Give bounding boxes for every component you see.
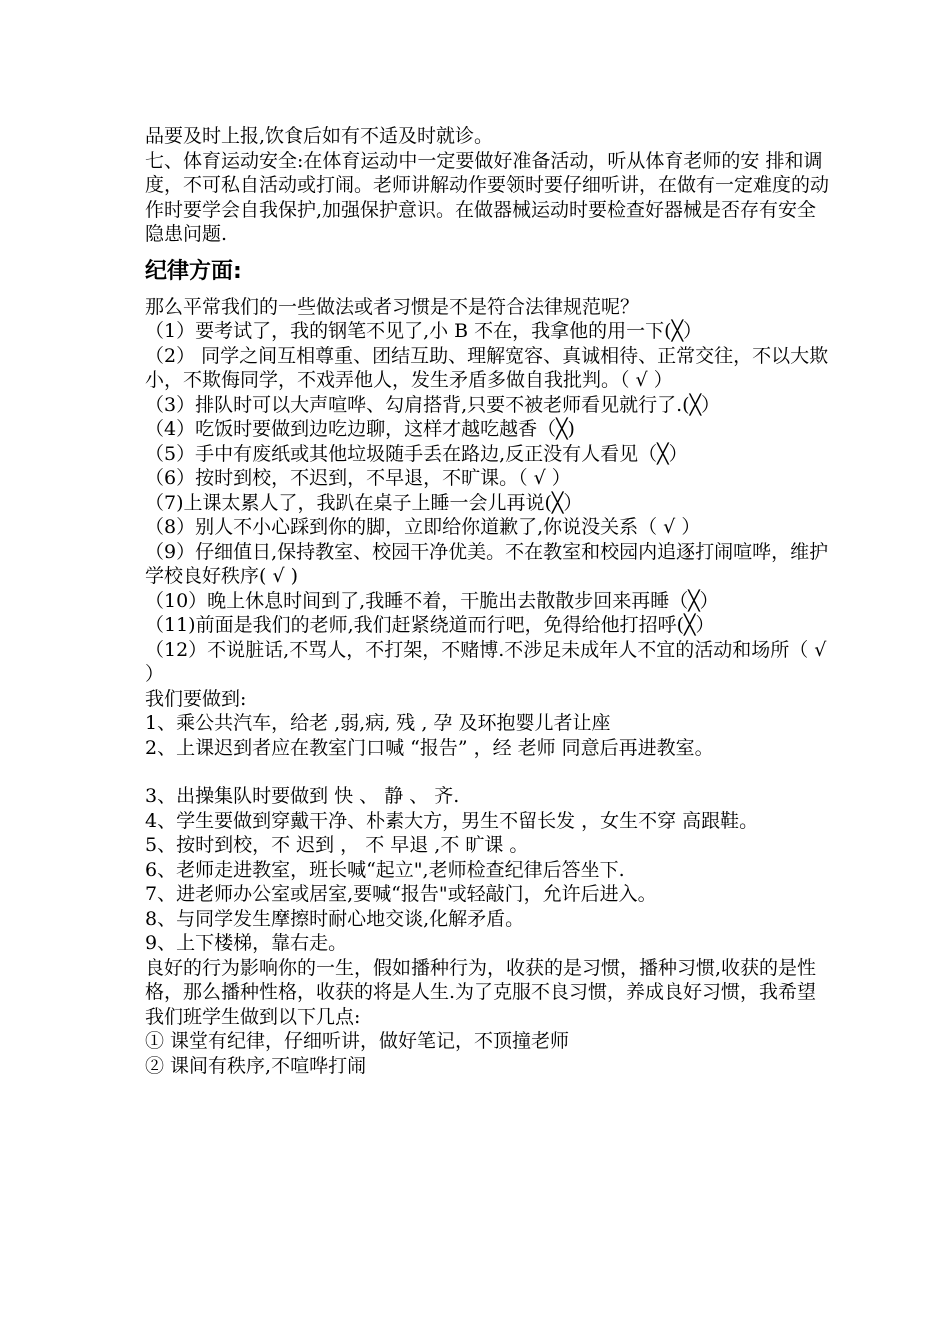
intro-paragraph: 那么平常我们的一些做法或者习惯是不是符合法律规范呢？ (145, 295, 640, 318)
point-item: ① 课堂有纪律，仔细听讲，做好笔记，不顶撞老师 (145, 1030, 570, 1052)
question-item: （4）吃饭时要做到边吃边聊，这样才越吃越香（╳) (145, 418, 575, 440)
question-item: （2） 同学之间互相尊重、团结互助、理解宽容、真诚相待、正常交往，不以大欺小，不欺侮同学，不戏弄他人，发生矛盾多做自我批判。（ √ ） (145, 344, 829, 391)
must-do-title: 我们要做到: (145, 687, 247, 710)
rule-item: 9、上下楼梯，靠右走。 (145, 932, 348, 954)
question-item: （5）手中有废纸或其他垃圾随手丢在路边,反正没有人看见（╳） (145, 442, 688, 465)
safety-line: 品要及时上报,饮食后如有不适及时就诊。 (145, 125, 494, 147)
rule-item: 2、上课迟到者应在教室门口喊 “报告” ，经 老师 同意后再进教室。 (145, 736, 714, 759)
question-item: （11)前面是我们的老师,我们赶紧绕道而行吧，免得给他打招呼(╳） (145, 614, 715, 636)
question-item: （9）仔细值日,保持教室、校园干净优美。不在教室和校园内追逐打闹喧哗，维护学校良好秩序( √ ) (145, 540, 829, 587)
rule-item: 1、乘公共汽车，给老 ,弱,病, 残 , 孕 及环抱婴儿者让座 (145, 712, 611, 734)
rule-item: 5、按时到校，不 迟到 ， 不 早退 ,不 旷课 。 (145, 834, 529, 856)
rule-item: 4、学生要做到穿戴干净、朴素大方，男生不留长发 ，女生不穿 高跟鞋。 (145, 809, 759, 832)
document-page (145, 124, 835, 1078)
blank-line (145, 760, 835, 784)
rule-item: 7、进老师办公室或居室,要喊“报告"或轻敲门，允许后进入。 (145, 883, 657, 905)
question-item: （12）不说脏话,不骂人，不打架，不赌博.不涉足未成年人不宜的活动和场所（ √ ） (145, 638, 833, 685)
question-item: （7)上课太累人了，我趴在桌子上睡一会儿再说(╳） (145, 491, 583, 514)
rule-item: 3、出操集队时要做到 快 、 静 、 齐. (145, 785, 460, 807)
question-item: （10）晚上休息时间到了,我睡不着，干脆出去散散步回来再睡（╳） (145, 589, 719, 612)
rule-item: 6、老师走进教室，班长喊“起立",老师检查纪律后答坐下. (145, 858, 625, 881)
safety-item-7: 七、体育运动安全:在体育运动中一定要做好准备活动，听从体育老师的安 排和调度，不可私自活动或打闹。老师讲解动作要领时要仔细听讲，在做有一定难度的动作时要学会自我保护,加强保护意识。在做器械运动时要检查好器械是否存有安全隐患问题. (145, 149, 830, 245)
question-item: （1）要考试了，我的钢笔不见了,小 B 不在，我拿他的用一下(╳） (145, 320, 703, 342)
question-item: （6）按时到校，不迟到，不早退，不旷课。（ √ ） (145, 467, 571, 489)
point-item: ② 课间有秩序,不喧哗打闹 (145, 1054, 367, 1077)
conclusion-paragraph: 良好的行为影响你的一生，假如播种行为，收获的是习惯，播种习惯,收获的是性格，那么播种性格，收获的将是人生.为了克服不良习惯，养成良好习惯，我希望我们班学生做到以下几点: (145, 956, 817, 1028)
question-item: （3）排队时可以大声喧哗、勾肩搭背,只要不被老师看见就行了.(╳） (145, 393, 721, 416)
section-heading: 纪律方面: (145, 258, 242, 284)
question-item: （8）别人不小心踩到你的脚，立即给你道歉了,你说没关系（ √ ） (145, 516, 701, 538)
rule-item: 8、与同学发生摩擦时耐心地交谈,化解矛盾。 (145, 907, 525, 930)
